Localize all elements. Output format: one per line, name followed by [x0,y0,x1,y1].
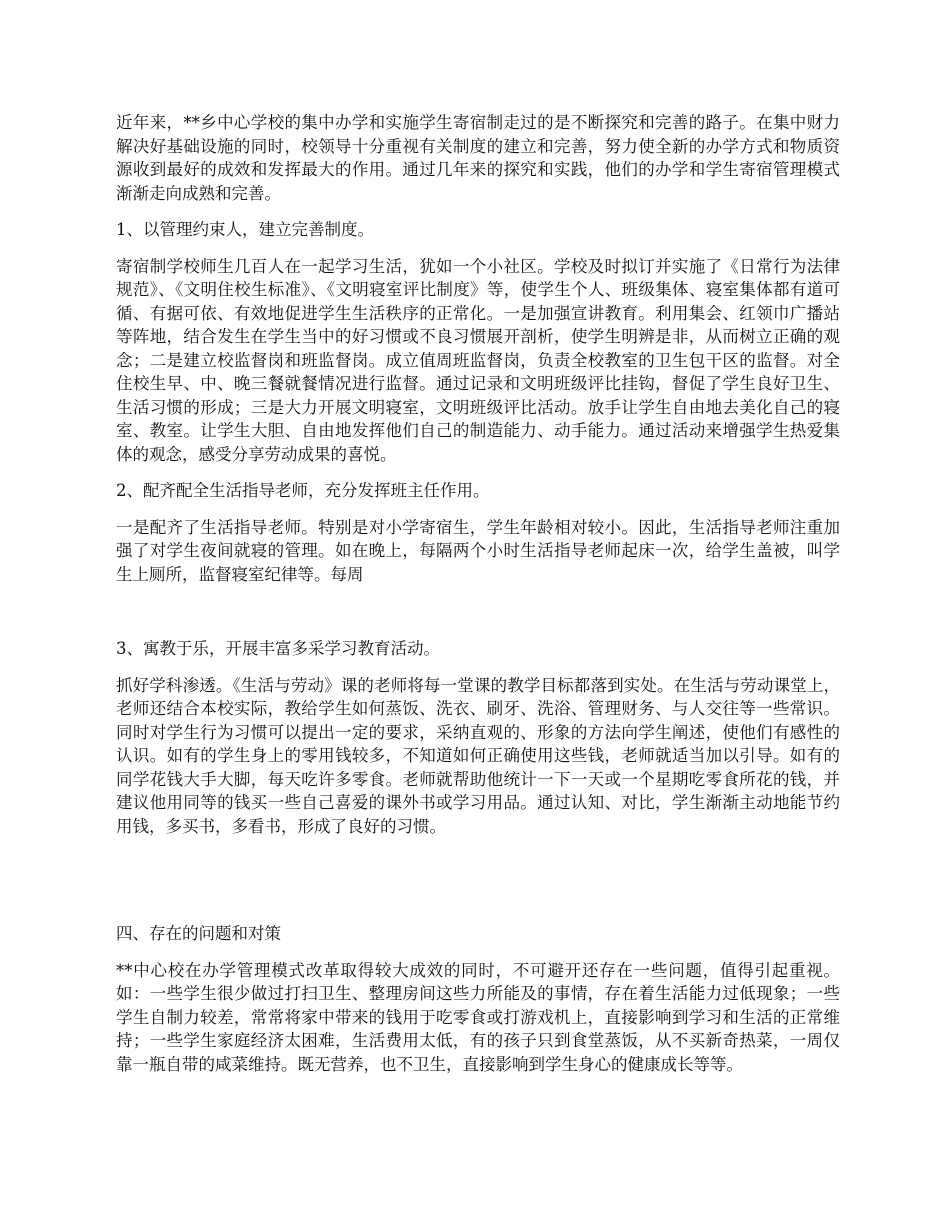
section-3-heading: 3、寓教于乐，开展丰富多采学习教育活动。 [116,639,440,658]
section-3-body: 抓好学科渗透。《生活与劳动》课的老师将每一堂课的教学目标都落到实处。在生活与劳动课堂上，老师还结合本校实际，教给学生如何蒸饭、洗衣、刷牙、洗浴、管理财务、与人交往等一些常识。同时对学生行为习惯可以提出一定的要求，采纳直观的、形象的方法向学生阐述，使他们有感性的认识。如有的学生身上的零用钱较多，不知道如何正确使用这些钱，老师就适当加以引导。如有的同学花钱大手大脚，每天吃许多零食。老师就帮助他统计一下一天或一个星期吃零食所花的钱，并建议他用同等的钱买一些自己喜爱的课外书或学习用品。通过认知、对比，学生渐渐主动地能节约用钱，多买书，多看书，形成了良好的习惯。 [116,675,840,836]
section-2-heading: 2、配齐配全生活指导老师，充分发挥班主任作用。 [116,481,490,500]
section-4-heading: 四、存在的问题和对策 [116,924,281,943]
section-gap [116,599,840,637]
section-1-heading: 1、以管理约束人，建立完善制度。 [116,220,374,239]
section-gap [116,851,840,922]
intro-paragraph: 近年来，**乡中心学校的集中办学和实施学生寄宿制走过的是不断探究和完善的路子。在集中财力解决好基础设施的同时，校领导十分重视有关制度的建立和完善，努力使全新的办学方式和物质资源收到最好的成效和发挥最大的作用。通过几年来的探究和实践，他们的办学和学生寄宿管理模式渐渐走向成熟和完善。 [116,113,840,203]
section-4-body: **中心校在办学管理模式改革取得较大成效的同时，不可避开还存在一些问题，值得引起重视。如：一些学生很少做过打扫卫生、整理房间这些力所能及的事情，存在着生活能力过低现象；一些学生自制力较差，常常将家中带来的钱用于吃零食或打游戏机上，直接影响到学习和生活的正常维持；一些学生家庭经济太困难，生活费用太低，有的孩子只到食堂蒸饭，从不买新奇热菜，一周仅靠一瓶自带的咸菜维持。既无营养，也不卫生，直接影响到学生身心的健康成长等等。 [116,960,840,1074]
section-1-body: 寄宿制学校师生几百人在一起学习生活，犹如一个小社区。学校及时拟订并实施了《日常行为法律规范》、《文明住校生标准》、《文明寝室评比制度》等，使学生个人、班级集体、寝室集体都有道可循、有据可依、有效地促进学生生活秩序的正常化。一是加强宣讲教育。利用集会、红领巾广播站等阵地，结合发生在学生当中的好习惯或不良习惯展开剖析，使学生明辨是非，从而树立正确的观念；二是建立校监督岗和班监督岗。成立值周班监督岗，负责全校教室的卫生包干区的监督。对全住校生早、中、晚三餐就餐情况进行监督。通过记录和文明班级评比挂钩，督促了学生良好卫生、生活习惯的形成；三是大力开展文明寝室，文明班级评比活动。放手让学生自由地去美化自己的寝室、教室。让学生大胆、自由地发挥他们自己的制造能力、动手能力。通过活动来增强学生热爱集体的观念，感受分享劳动成果的喜悦。 [116,256,840,464]
section-2-body: 一是配齐了生活指导老师。特别是对小学寄宿生，学生年龄相对较小。因此，生活指导老师注重加强了对学生夜间就寝的管理。如在晚上，每隔两个小时生活指导老师起床一次，给学生盖被，叫学生上厕所，监督寝室纪律等。每周 [116,517,840,584]
document-page [116,111,840,1089]
